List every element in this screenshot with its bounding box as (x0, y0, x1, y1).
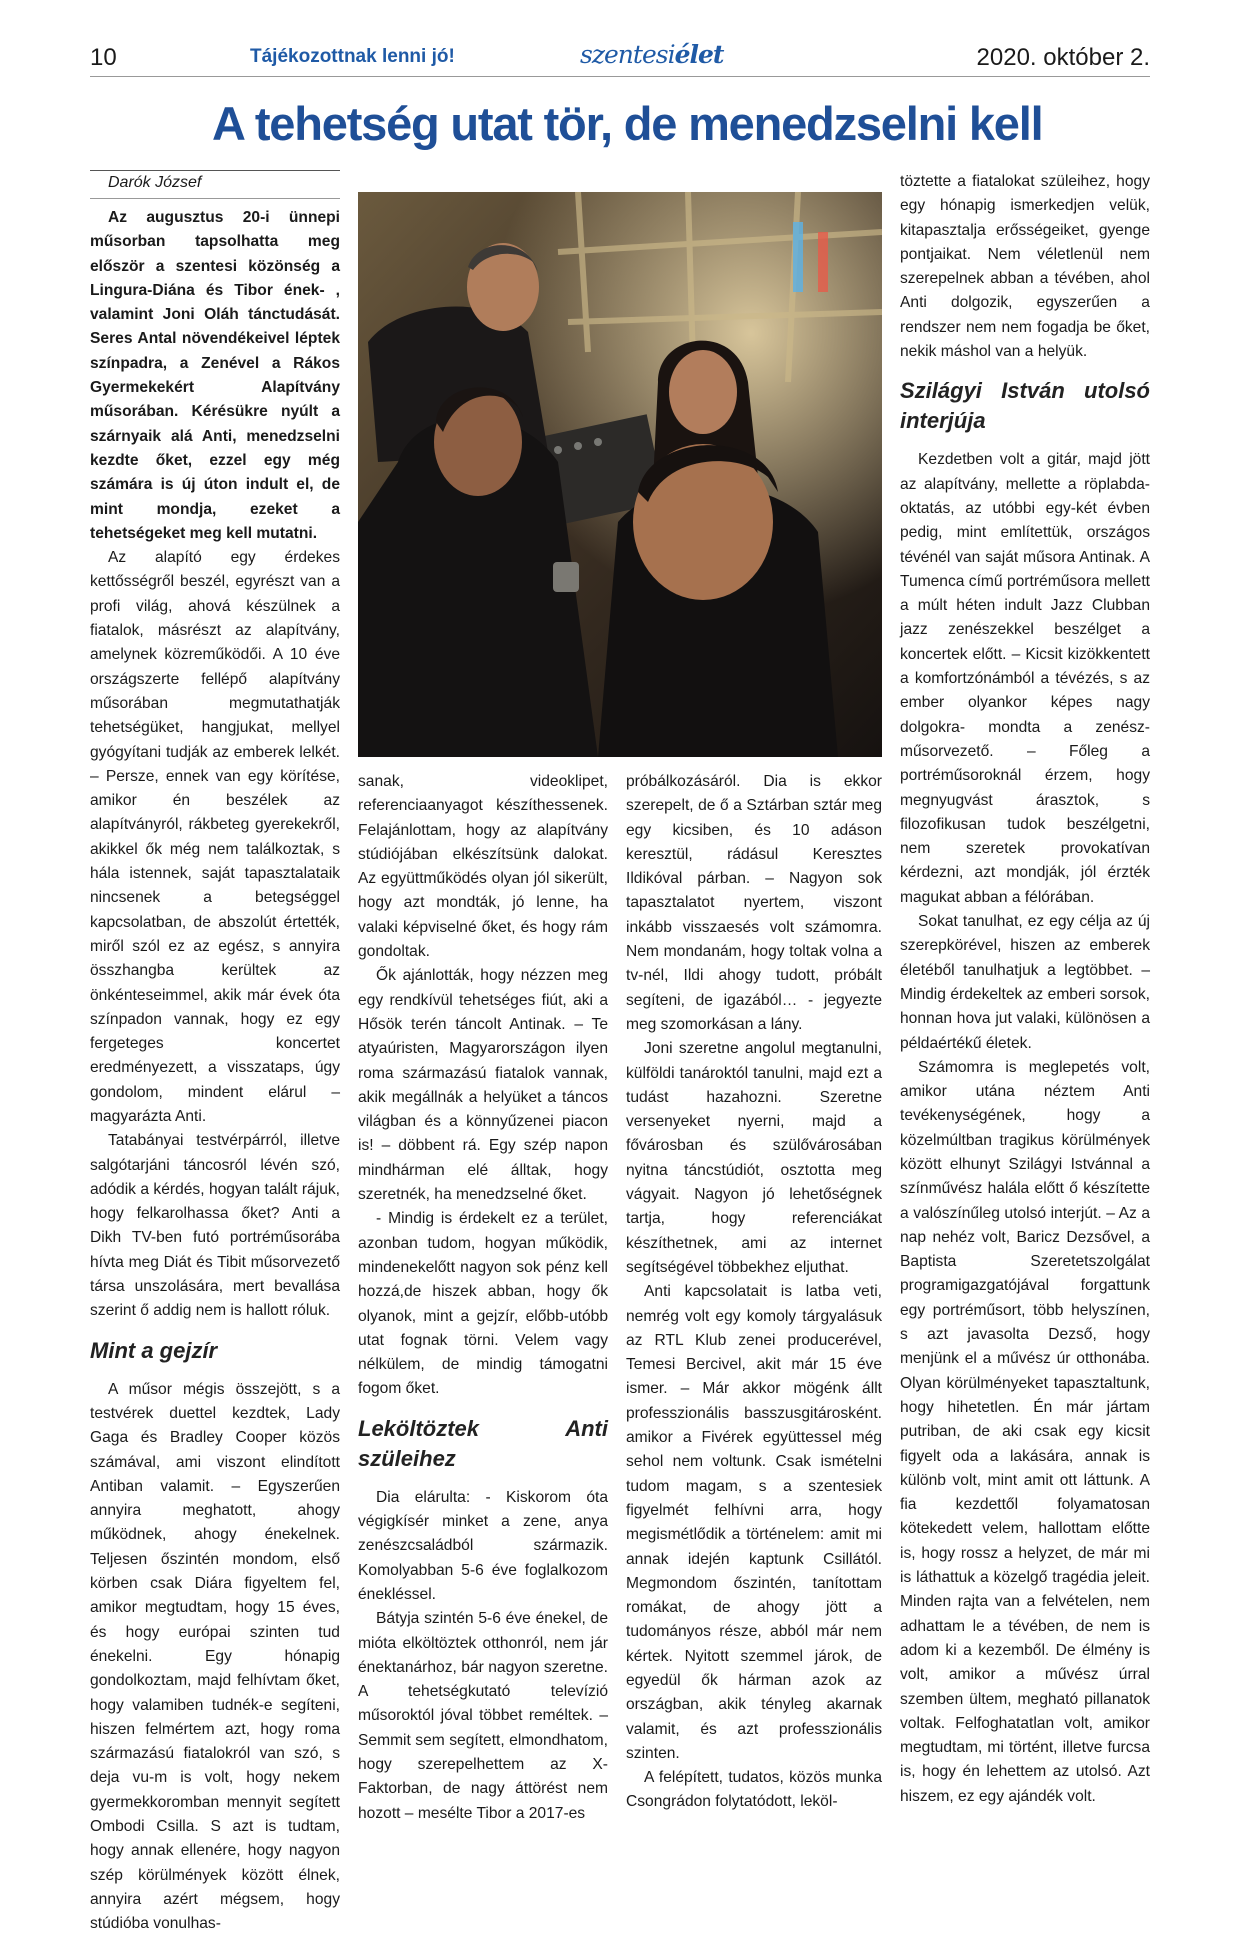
paragraph: Kezdetben volt a gitár, majd jött az alapítvány, mellette a röplabda-oktatás, az utóbbi egy-két évben pedig, mint említettük, országos tévénél van saját műsora Antinak. A Tumenca című portréműsora mellett a múlt héten indult Jazz Clubban jazz zenészekkel beszélget a koncertek előtt. – Kicsit kizökkentett a komfortzónámból a tévézés, s az ember olyankor képes nagy dolgokra- mondta a zenész-műsorvezető. – Főleg a portréműsoroknál érzem, hogy megnyugvást árasztok, s filozofikusan tudok beszélgetni, nem szeretek provokatívan kérdezni, azt mondják, jól érzték magukat abban a félórában. (900, 451, 1150, 906)
paragraph: Tatabányai testvérpárról, illetve salgótarjáni táncosról lévén szó, adódik a kérdés, hogyan talált rájuk, hogy felkarolhassa őket? Anti a Dikh TV-ben futó portréműsorába hívta meg Diát és Tibit műsorvezető társa unszolására, mert bevallása szerint ő addig nem is hallott róluk. (90, 1132, 340, 1320)
logo-part1: szentesi (580, 40, 675, 69)
page-number: 10 (90, 44, 117, 71)
article-column-3 (626, 770, 882, 1815)
paragraph: Ők ajánlották, hogy nézzen meg egy rendkívül tehetséges fiút, aki a Hősök terén táncolt Antinak. – Te atyaúristen, Magyarországon ilyen roma származású fiatalok vannak, akik megállnák a helyüket a táncos világban és a könnyűzenei piacon is! – döbbent rá. Egy szép napon mindhárman elé álltak, hogy szeretnék, ha menedzselné őket. (358, 967, 608, 1204)
paragraph: Joni szeretne angolul megtanulni, külföldi tanároktól tanulni, majd ezt a tudást hazahozni. Szeretne versenyeket nyerni, majd a fővárosban és szülővárosában nyitna táncstúdiót, osztotta meg vágyait. Nagyon jó lehetőségnek tartja, hogy referenciákat készíthetnek, ami az internet segítségével többekhez eljuthat. (626, 1040, 882, 1276)
logo-part2: élet (674, 40, 724, 69)
paragraph: Anti kapcsolatait is latba veti, nemrég volt egy komoly tárgyalásuk az RTL Klub zenei producerével, Temesi Bercivel, akit már 15 éve ismer. – Már akkor mögénk állt professzionális basszusgitárosként. amikor a Fivérek együttessel még sehol nem voltunk. Csak ismételni tudom magam, s a szentesiek figyelmét felhívni arra, hogy megismétlődik a történelem: amit mi annak idején kaptunk Csillától. Megmondom őszintén, tanítottam romákat, de ahogy jött a tudományos része, abból már nem kértek. Nyitott szemmel járok, de egyedül ők hárman azok az országban, akik tényleg akarnak valamit, és azt professzionális szinten. (626, 1283, 882, 1762)
article-column-1 (90, 206, 340, 1936)
subheading: Leköltöztek Anti szüleihez (358, 1415, 608, 1471)
article-author: Darók József (108, 174, 202, 191)
article-photo (358, 192, 882, 757)
page-header (90, 40, 1150, 77)
article-lead: Az augusztus 20-i ünnepi műsorban tapsolhatta meg először a szentesi közönség a Lingura-Diána és Tibor ének- , valamint Joni Oláh tánctudását. Seres Antal növendékeivel léptek színpadra, a Zenével a Rákos Gyermekekért Alapítvány műsorában. Kérésükre nyúlt a szárnyaik alá Anti, menedzselni kezdte őket, ezzel egy még számára is új úton indult el, de mint mondja, ezeket a tehetségeket meg kell mutatni. (90, 209, 340, 542)
author-rule-top (90, 170, 340, 171)
subheading: Szilágyi István utolsó interjúja (900, 378, 1150, 434)
article-column-2 (358, 770, 608, 1826)
article-column-4 (900, 170, 1150, 1809)
paragraph: Dia elárulta: - Kiskorom óta végigkísér minket a zene, anya zenészcsaládból származik. Komolyabban 5-6 éve foglalkozom énekléssel. (358, 1488, 608, 1603)
paragraph: - Mindig is érdekelt ez a terület, azonban tudom, hogyan működik, mindenekelőtt nagyon sok pénz kell hozzá,de hiszek abban, hogy ők olyanok, mint a gejzír, előbb-utóbb utat fognak törni. Velem vagy nélkülem, de mindig támogatni fogom őket. (358, 1210, 608, 1398)
header-tagline: Tájékozottnak lenni jó! (250, 46, 455, 67)
newspaper-logo (580, 40, 723, 69)
issue-date: 2020. október 2. (976, 44, 1150, 71)
article-headline: A tehetség utat tör, de menedzselni kell (212, 97, 1043, 150)
paragraph: próbálkozásáról. Dia is ekkor szerepelt, de ő a Sztárban sztár meg egy kicsiben, és 10 adáson keresztül, rádásul Keresztes Ildikóval párban. – Nagyon sok tapasztalatot nyertem, viszont inkább visszaesés volt számomra. Nem mondanám, hogy toltak volna a tv-nél, Ildi ahogy tudott, próbált segíteni, de igazából… - jegyezte meg szomorkásan a lány. (626, 773, 882, 1033)
paragraph: sanak, videoklipet, referenciaanyagot készíthessenek. Felajánlottam, hogy az alapítvány stúdiójában elkészítsünk dalokat. Az együttműködés olyan jól sikerült, hogy azt mondták, jó lenne, ha valaki képviselné őket, és hogy rám gondoltak. (358, 773, 608, 961)
paragraph: Számomra is meglepetés volt, amikor utána néztem Anti tevékenységének, hogy a közelmúltban tragikus körülmények között elhunyt Szilágyi Istvánnal a színművész halála előtt ő készítette a valószínűleg utolsó interjút. – Az a nap nehéz volt, Baricz Dezsővel, a Baptista Szeretetszolgálat programigazgatójával forgattunk egy portréműsort, több helyszínen, s azt javasolta Dezső, hogy menjünk el a művész úr otthonába. Olyan körülményeket tapasztaltunk, hogy hihetetlen. Én már jártam putriban, de aki csak egy kicsit figyelt oda a lakására, annak is különb volt, mint amit ott láttunk. A fia kezdettől folyamatosan kötekedett velem, hallottam előtte is, hogy rossz a helyzet, de már mi is láthattuk a közelgő tragédia jeleit. Minden rajta van a felvételen, nem adhattam le a tévében, de nem is adom ki a kezemből. De élmény is volt, amikor a művész úrral szemben ültem, megható pillanatok voltak. Felfoghatatlan volt, amikor megtudtam, mi történt, illetve furcsa is, hogy én lehettem az utolsó. Azt hiszem, ez egy ajándék volt. (900, 1058, 1150, 1805)
paragraph: Sokat tanulhat, ez egy célja az új szerepkörével, hiszen az emberek életéből tanulhatjuk a legtöbbet. – Mindig érdekeltek az emberi sorsok, honnan hova jut valaki, különösen a példaértékű életek. (900, 913, 1150, 1052)
paragraph: töztette a fiatalokat szüleihez, hogy egy hónapig ismerkedjen velük, kitapasztalja erősségeiket, gyenge pontjaikat. Nem véletlenül nem szerepelnek abban a tévében, ahol Anti dolgozik, egyszerűen a rendszer nem nem fogadja be őket, nekik máshol van a helyük. (900, 173, 1150, 361)
paragraph: Az alapító egy érdekes kettősségről beszél, egyrészt van a profi világ, ahová készülnek a fiatalok, másrészt az alapítvány, amelynek közreműködői. A 10 éve országszerte fellépő alapítvány műsorában megmutathatják tehetségüket, hangjukat, mellyel gyógyítani tudják az emberek lelkét. – Persze, ennek van egy körítése, amikor én beszélek az alapítványról, rákbeteg gyerekekről, akikkel ők még nem találkoztak, s hála istennek, saját tapasztalataik nincsenek a betegséggel kapcsolatban, de abszolút értették, miről szól ez az egész, s annyira összhangba kerültek az önkénteseimmel, akik már évek óta színpadon vannak, hogy ez egy fergeteges koncertet eredményezett, a visszataps, úgy gondolom, mindent elárul – magyarázta Anti. (90, 549, 340, 1125)
paragraph: A felépített, tudatos, közös munka Csongrádon folytatódott, leköl- (626, 1769, 882, 1811)
paragraph: Bátyja szintén 5-6 éve énekel, de mióta elköltöztek otthonról, nem jár énektanárhoz, bár nagyon szeretne. A tehetségkutató televízió műsoroktól jóval többet reméltek. – Semmit sem segített, elmondhatom, hogy szerepelhettem az X-Faktorban, de nagy áttörést nem hozott – mesélte Tibor a 2017-es (358, 1610, 608, 1822)
paragraph: A műsor mégis összejött, s a testvérek duettel kezdtek, Lady Gaga és Bradley Cooper közös számával, ami viszont elindított Antiban valamit. – Egyszerűen annyira meghatott, ahogy működnek, ahogy énekelnek. Teljesen őszintén mondom, első körben csak Diára figyeltem fel, amikor megtudtam, hogy 15 éves, és hogy európai szinten tud énekelni. Egy hónapig gondolkoztam, majd felhívtam őket, hogy valamiben tudnék-e segíteni, hiszen felmértem azt, hogy roma származású fiatalokról van szó, s deja vu-m is volt, hogy nekem gyermekkoromban mennyit segített Ombodi Csilla. S azt is tudtam, hogy annak ellenére, hogy nagyon szép körülmények között élnek, annyira azért mégsem, hogy stúdióba vonulhas- (90, 1380, 340, 1933)
subheading: Mint a gejzír (90, 1337, 218, 1363)
author-rule-bottom (90, 198, 340, 199)
